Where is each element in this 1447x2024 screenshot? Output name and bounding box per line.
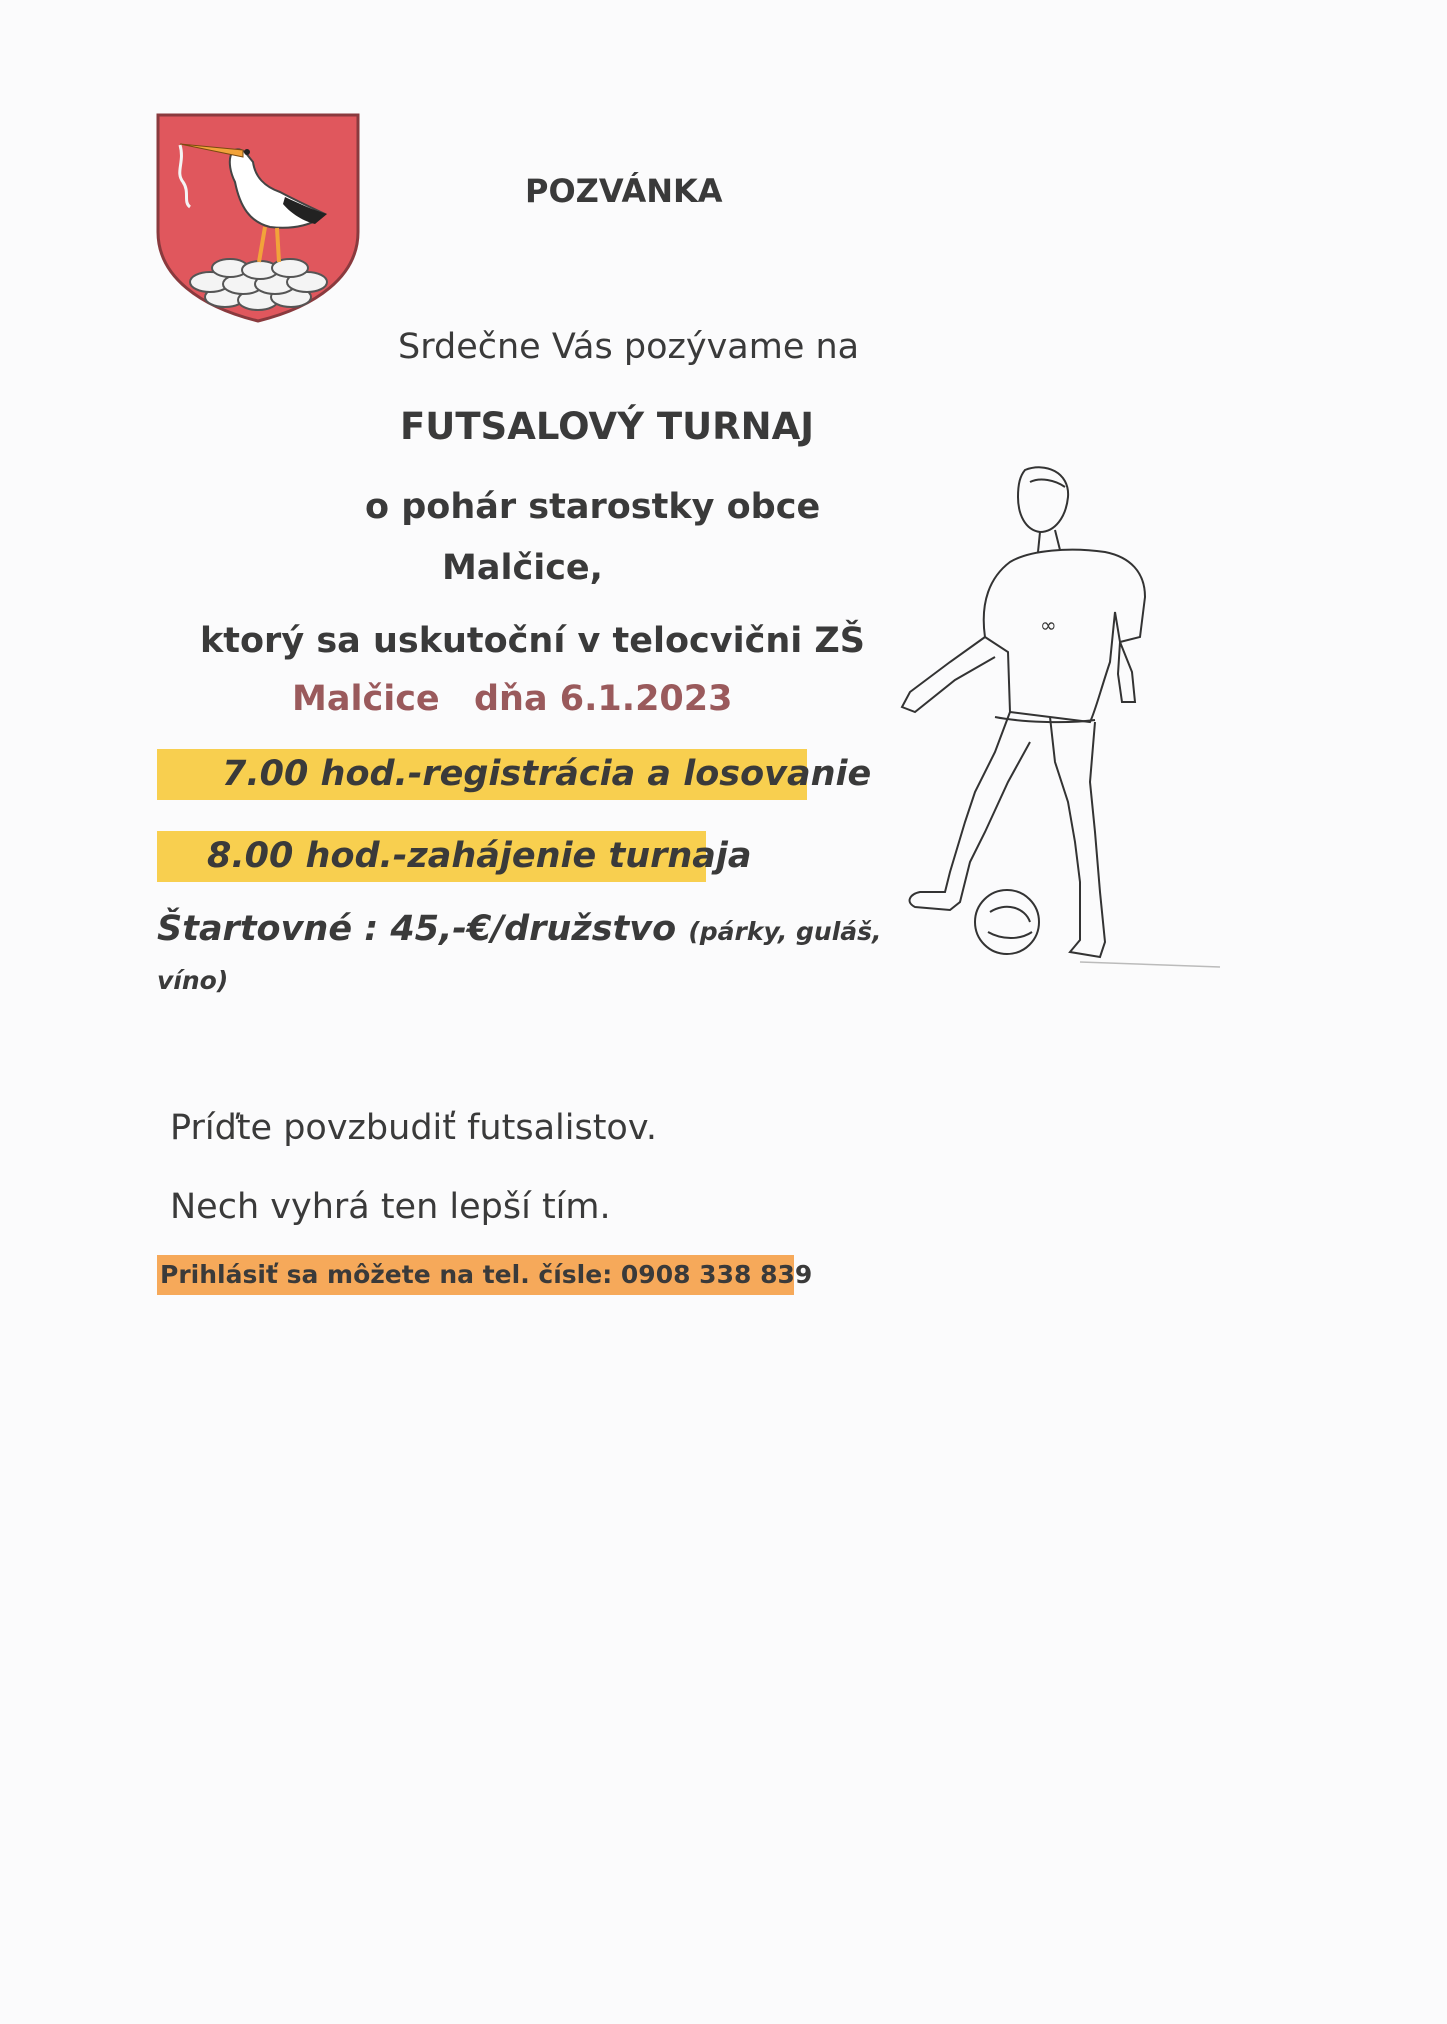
entry-fee-includes-cont: víno) <box>157 966 229 995</box>
event-name: FUTSALOVÝ TURNAJ <box>400 405 815 448</box>
schedule-label: 7.00 hod.-registrácia a losovanie <box>222 754 872 794</box>
football-player-illustration <box>890 462 1240 1002</box>
page-title: POZVÁNKA <box>525 172 723 210</box>
schedule-label: 8.00 hod.-zahájenie turnaja <box>207 836 752 876</box>
cup-line-2: Malčice, <box>442 548 603 588</box>
registration-contact <box>157 1255 813 1295</box>
entry-fee-label: Štartovné : 45,-€/družstvo <box>157 909 677 949</box>
cup-line-1: o pohár starostky obce <box>365 487 821 527</box>
schedule-item-start <box>157 831 752 882</box>
closing-cheer: Príďte povzbudiť futsalistov. <box>170 1108 657 1148</box>
entry-fee <box>157 909 882 949</box>
closing-win: Nech vyhrá ten lepší tím. <box>170 1187 611 1227</box>
schedule-item-registration <box>157 749 872 800</box>
svg-text:∞: ∞ <box>1040 613 1057 637</box>
venue-text: ktorý sa uskutoční v telocvični ZŠ <box>200 621 866 661</box>
entry-fee-includes: (párky, guláš, <box>688 917 882 946</box>
registration-text: Prihlásiť sa môžete na tel. čísle: 0908 338 839 <box>160 1260 813 1289</box>
invitation-intro: Srdečne Vás pozývame na <box>398 327 860 367</box>
coat-of-arms-crest <box>155 112 361 324</box>
town-name: Malčice <box>292 679 440 719</box>
event-date: dňa 6.1.2023 <box>474 679 733 719</box>
